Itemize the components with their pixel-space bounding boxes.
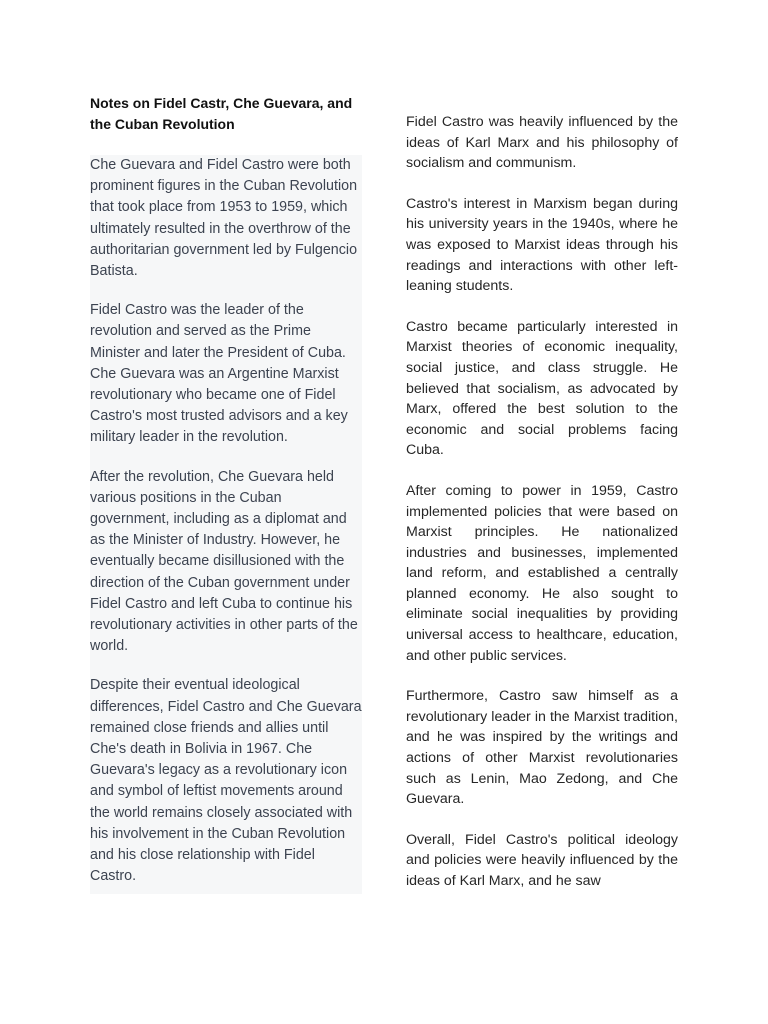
right-paragraph: Fidel Castro was heavily influenced by the ideas of Karl Marx and his philosophy of socialism and communism.	[406, 114, 678, 172]
right-paragraph: Overall, Fidel Castro's political ideology and policies were heavily influenced by the ideas of Karl Marx, and he saw	[406, 831, 678, 889]
left-column	[90, 93, 362, 894]
right-paragraph: Castro became particularly interested in Marxist theories of economic inequality, social justice, and class struggle. He believed that socialism, as advocated by Marx, offered the best solution to the economic and social problems facing Cuba.	[406, 318, 678, 459]
right-column	[406, 112, 678, 912]
right-paragraph: Furthermore, Castro saw himself as a revolutionary leader in the Marxist tradition, and he was inspired by the writings and actions of other Marxist revolutionaries such as Lenin, Mao Zedong, and Che Guevara.	[406, 688, 678, 808]
left-paragraph: Che Guevara and Fidel Castro were both prominent figures in the Cuban Revolution that took place from 1953 to 1959, which ultimately resulted in the overthrow of the authoritarian government led by Fulgencio Batista.	[90, 157, 358, 280]
right-paragraph: After coming to power in 1959, Castro implemented policies that were based on Marxist principles. He nationalized industries and businesses, implemented land reform, and established a centrally planned economy. He also sought to eliminate social inequalities by providing universal access to healthcare, education, and other public services.	[406, 482, 678, 664]
left-paragraph: After the revolution, Che Guevara held various positions in the Cuban government, including as a diplomat and as the Minister of Industry. However, he eventually became disillusioned with the direction of the Cuban government under Fidel Castro and left Cuba to continue his revolutionary activities in other parts of the world.	[90, 468, 358, 655]
notes-block	[90, 155, 362, 894]
document-title: Notes on Fidel Castr, Che Guevara, and the Cuban Revolution	[90, 95, 353, 132]
left-paragraph: Fidel Castro was the leader of the revolution and served as the Prime Minister and later the President of Cuba. Che Guevara was an Argentine Marxist revolutionary who became one of Fidel Castro's most trusted advisors and a key military leader in the revolution.	[90, 302, 348, 446]
right-paragraph: Castro's interest in Marxism began during his university years in the 1940s, where he was exposed to Marxist ideas through his readings and interactions with other left-leaning students.	[406, 195, 678, 295]
left-paragraph: Despite their eventual ideological differences, Fidel Castro and Che Guevara remained close friends and allies until Che's death in Bolivia in 1967. Che Guevara's legacy as a revolutionary icon and symbol of leftist movements around the world remains closely associated with his involvement in the Cuban Revolution and his close relationship with Fidel Castro.	[90, 677, 362, 885]
